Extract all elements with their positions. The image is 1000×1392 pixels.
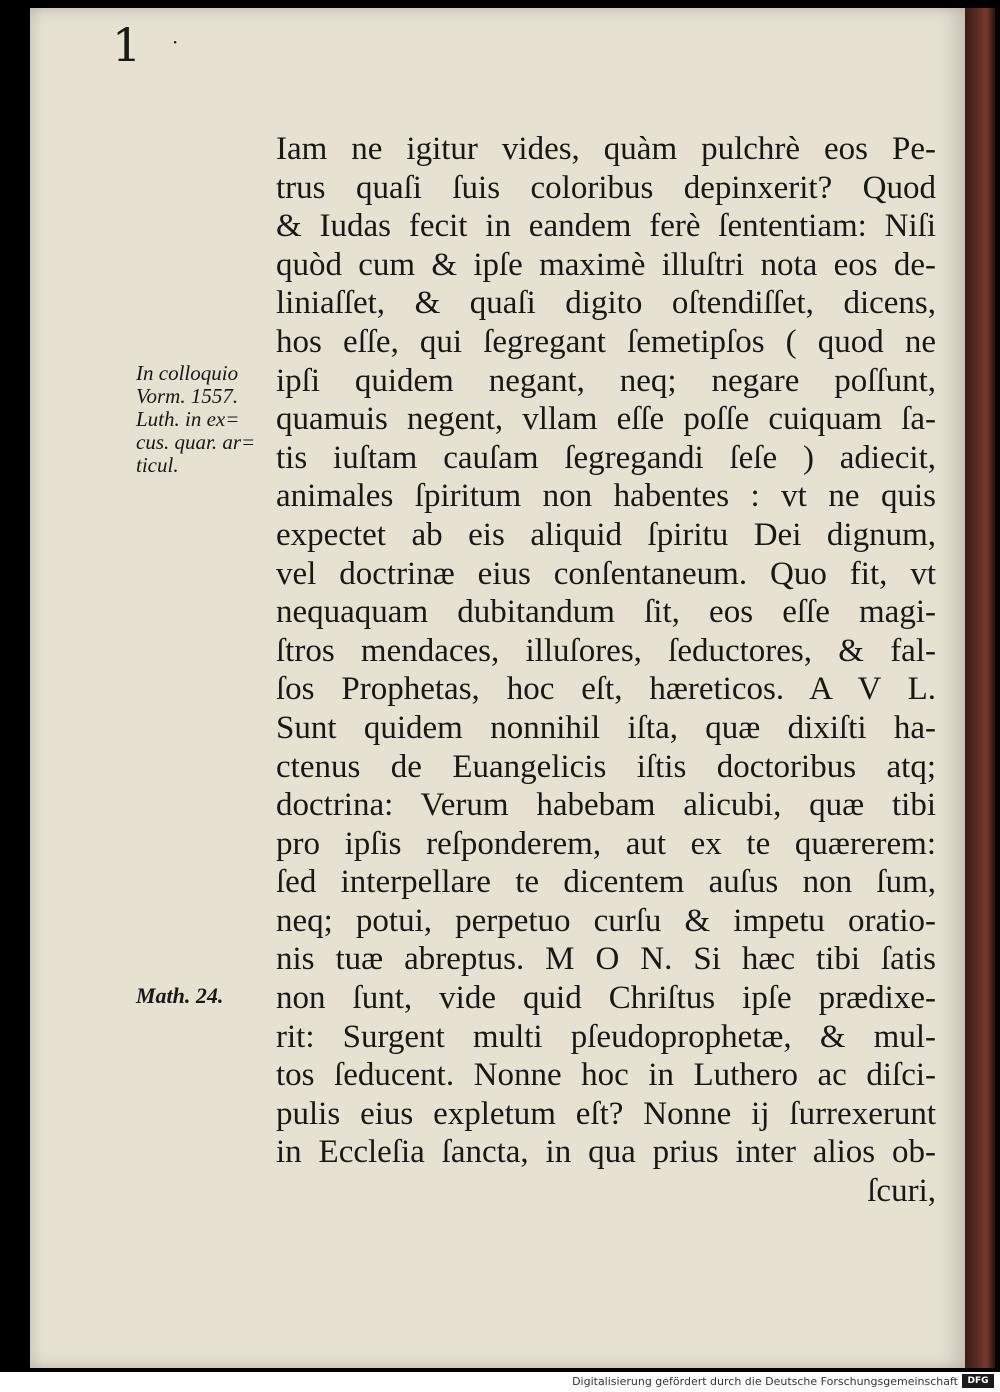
text-line: quamuis negent, vllam eſſe poſſe cuiquam ſa-	[276, 401, 936, 438]
marginal-line: In colloquio	[136, 361, 239, 385]
catchword: ſcuri,	[867, 1173, 936, 1210]
text-line: nis tuæ abreptus. M O N. Si hæc tibi ſatis	[276, 941, 936, 978]
text-line: doctrina: Verum habebam alicubi, quæ tibi	[276, 787, 936, 824]
text-line: Sunt quidem nonnihil iſta, quæ dixiſti ha-	[276, 709, 936, 746]
marginal-note-math: Math. 24.	[136, 983, 224, 1008]
text-line: ctenus de Euangelicis iſtis doctoribus atq;	[276, 748, 936, 785]
dfg-logo-icon: DFG	[962, 1374, 994, 1388]
footer-credit: Digitalisierung gefördert durch die Deutsche Forschungsgemeinschaft	[572, 1375, 958, 1388]
text-line: & Iudas fecit in eandem ferè ſententiam: Niſi	[276, 208, 936, 245]
text-line: rit: Surgent multi pſeudoprophetæ, & mul-	[276, 1018, 936, 1055]
text-line: Iam ne igitur vides, quàm pulchrè eos Pe-	[276, 131, 936, 167]
text-line: vel doctrinæ eius conſentaneum. Quo fit, vt	[276, 555, 936, 592]
text-line: nequaquam dubitandum ſit, eos eſſe magi-	[276, 594, 936, 631]
text-line: quòd cum & ipſe maximè illuſtri nota eos de-	[276, 246, 936, 283]
text-line: animales ſpiritum non habentes : vt ne quis	[276, 478, 936, 515]
marginal-line: Luth. in ex=	[136, 407, 240, 431]
marginal-line: cus. quar. ar=	[136, 430, 256, 454]
marginal-line: ticul.	[136, 453, 179, 477]
marginal-note-colloquio	[136, 362, 266, 477]
text-line: ſtros mendaces, illuſores, ſeductores, & fal-	[276, 632, 936, 669]
text-line: expectet ab eis aliquid ſpiritu Dei dignum,	[276, 516, 936, 553]
text-line: non ſunt, vide quid Chriſtus ipſe prædixe-	[276, 980, 936, 1017]
text-line: tis iuſtam cauſam ſegregandi ſeſe ) adiecit,	[276, 439, 936, 476]
text-line: tos ſeducent. Nonne hoc in Luthero ac diſci-	[276, 1057, 936, 1094]
text-line: liniaſſet, & quaſi digito oſtendiſſet, dicens,	[276, 285, 936, 322]
page-mark: 1	[112, 18, 142, 72]
text-line: pro ipſis reſponderem, aut ex te quærerem:	[276, 825, 936, 862]
text-line: ipſi quidem negant, neq; negare poſſunt,	[276, 362, 936, 399]
text-line: pulis eius expletum eſt? Nonne ij ſurrexerunt	[276, 1095, 936, 1132]
text-line: trus quaſi ſuis coloribus depinxerit? Quod	[276, 169, 936, 206]
body-text	[276, 130, 936, 1211]
text-line: ſed interpellare te dicentem auſus non ſum,	[276, 864, 936, 901]
text-line: ſos Prophetas, hoc eſt, hæreticos. A V L.	[276, 671, 936, 708]
marginal-line: Vorm. 1557.	[136, 384, 239, 408]
page-dot: ·	[172, 30, 179, 54]
book-edge	[965, 8, 995, 1368]
text-line: neq; potui, perpetuo curſu & impetu oratio-	[276, 902, 936, 939]
text-line: in Eccleſia ſancta, in qua prius inter alios ob-	[276, 1134, 936, 1171]
text-line: hos eſſe, qui ſegregant ſemetipſos ( quod ne	[276, 323, 936, 360]
